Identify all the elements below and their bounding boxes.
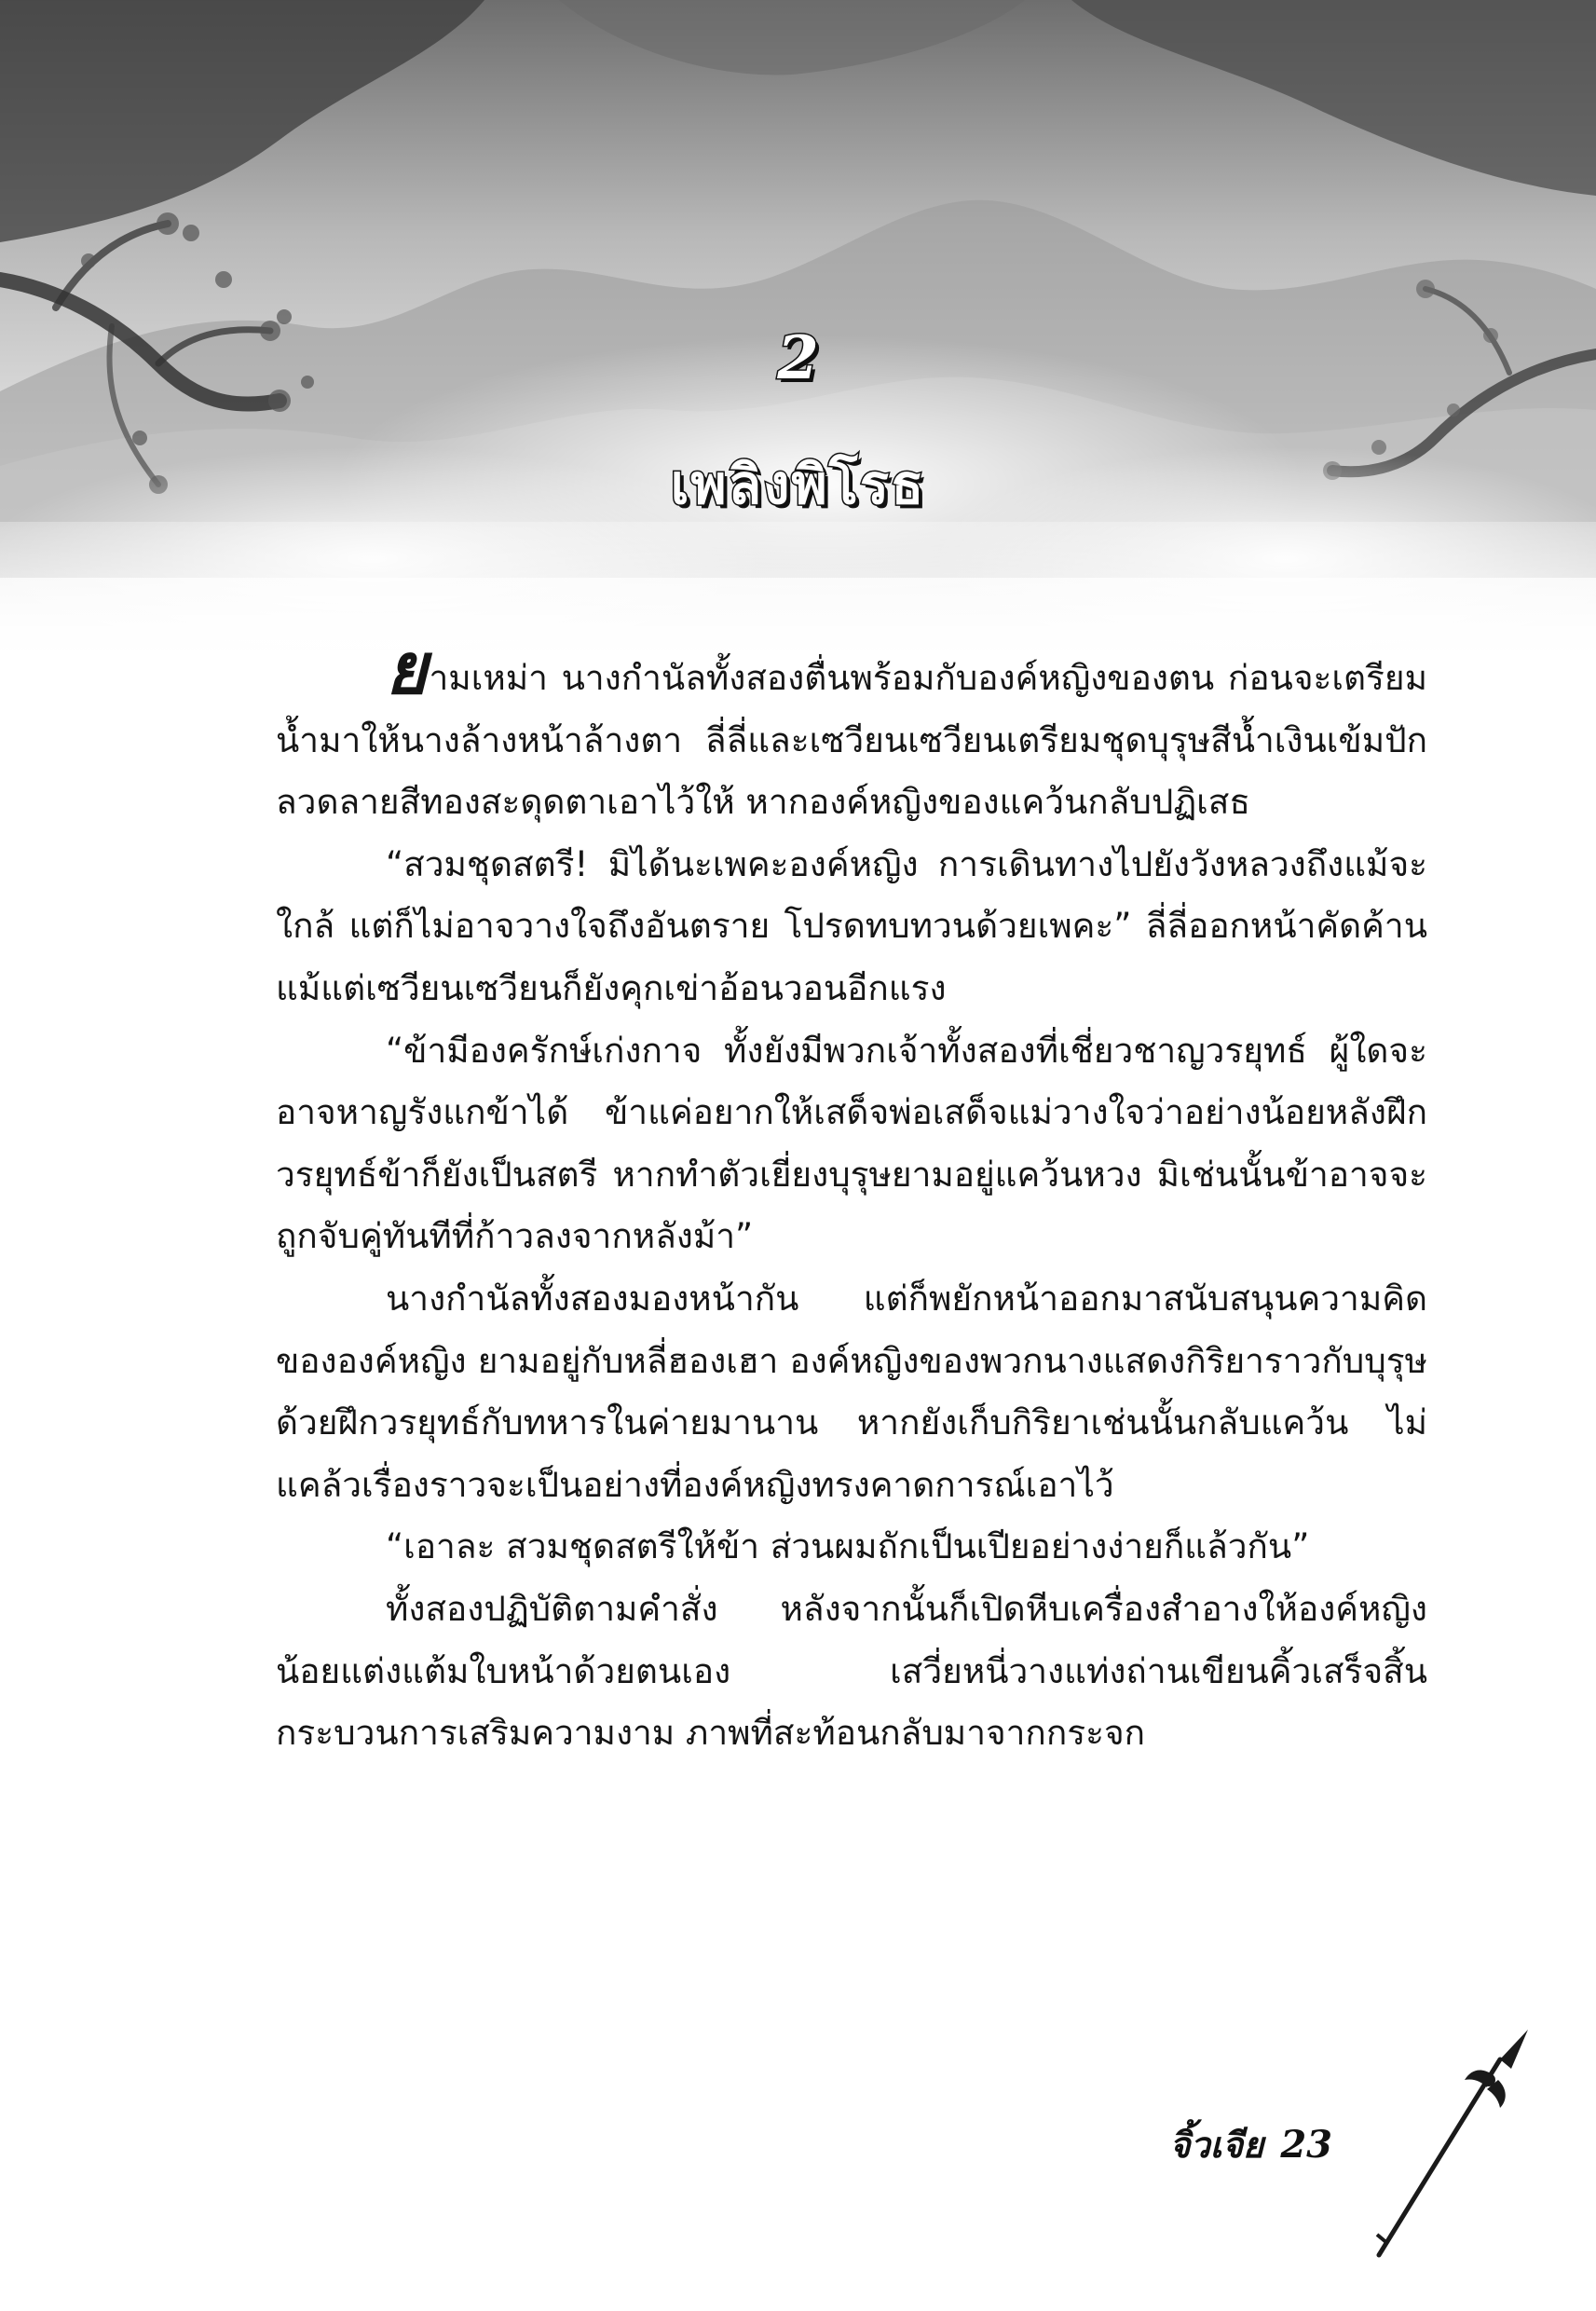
chapter-body-text bbox=[276, 627, 1427, 1765]
paragraph-6: ทั้งสองปฏิบัติตามคำสั่ง หลังจากนั้นก็เปิดหีบเครื่องสำอางให้องค์หญิงน้อยแต่งแต้มใบหน้าด้วยตนเอง เสวี่ยหนี่วางแท่งถ่านเขียนคิ้วเสร็จสิ้นกระบวนการเสริมความงาม ภาพที่สะท้อนกลับมาจากกระจก bbox=[276, 1588, 1427, 1754]
paragraph-5: “เอาละ สวมชุดสตรีให้ข้า ส่วนผมถักเป็นเปียอย่างง่ายก็แล้วกัน” bbox=[386, 1526, 1310, 1567]
drop-cap-letter: ย bbox=[386, 627, 428, 710]
paragraph-3: “ข้ามีองครักษ์เก่งกาจ ทั้งยังมีพวกเจ้าทั้งสองที่เชี่ยวชาญวรยุทธ์ ผู้ใดจะอาจหาญรังแกข้าได้ ข้าแค่อยากให้เสด็จพ่อเสด็จแม่วางใจว่าอย่างน้อยหลังฝึกวรยุทธ์ข้าก็ยังเป็นสตรี หากทำตัวเยี่ยงบุรุษยามอยู่แคว้นหวง มิเช่นนั้นข้าอาจจะถูกจับคู่ทันทีที่ก้าวลงจากหลังม้า” bbox=[276, 1030, 1427, 1257]
paragraph-1-text: ามเหม่า นางกำนัลทั้งสองตื่นพร้อมกับองค์หญิงของตน ก่อนจะเตรียมน้ำมาให้นางล้างหน้าล้างตา ลี่ลี่และเซวียนเซวียนเตรียมชุดบุรุษสีน้ำเงินเข้มปักลวดลายสีทองสะดุดตาเอาไว้ให้ หากองค์หญิงของแคว้นกลับปฏิเสธ bbox=[276, 658, 1427, 823]
footer-book-name: จิ้วเจีย bbox=[1169, 2125, 1264, 2166]
chapter-title: เพลิงพิโรธ bbox=[670, 453, 926, 516]
page-number: 23 bbox=[1280, 2123, 1332, 2167]
paragraph-4: นางกำนัลทั้งสองมองหน้ากัน แต่ก็พยักหน้าออกมาสนับสนุนความคิดขององค์หญิง ยามอยู่กับหลี่ฮองเฮา องค์หญิงของพวกนางแสดงกิริยาราวกับบุรุษ ด้วยฝึกวรยุทธ์กับทหารในค่ายมานาน หากยังเก็บกิริยาเช่นนั้นกลับแคว้น ไม่แคล้วเรื่องราวจะเป็นอย่างที่องค์หญิงทรงคาดการณ์เอาไว้ bbox=[276, 1278, 1427, 1505]
spear-ornament-icon bbox=[1351, 2022, 1537, 2274]
chapter-number: 2 bbox=[777, 323, 819, 393]
paragraph-2: “สวมชุดสตรี! มิได้นะเพคะองค์หญิง การเดินทางไปยังวังหลวงถึงแม้จะใกล้ แต่ก็ไม่อาจวางใจถึงอันตราย โปรดทบทวนด้วยเพคะ” ลี่ลี่ออกหน้าคัดค้าน แม้แต่เซวียนเซวียนก็ยังคุกเข่าอ้อนวอนอีกแรง bbox=[276, 843, 1427, 1008]
paragraph-1 bbox=[276, 627, 1427, 834]
page-footer bbox=[894, 2108, 1332, 2182]
